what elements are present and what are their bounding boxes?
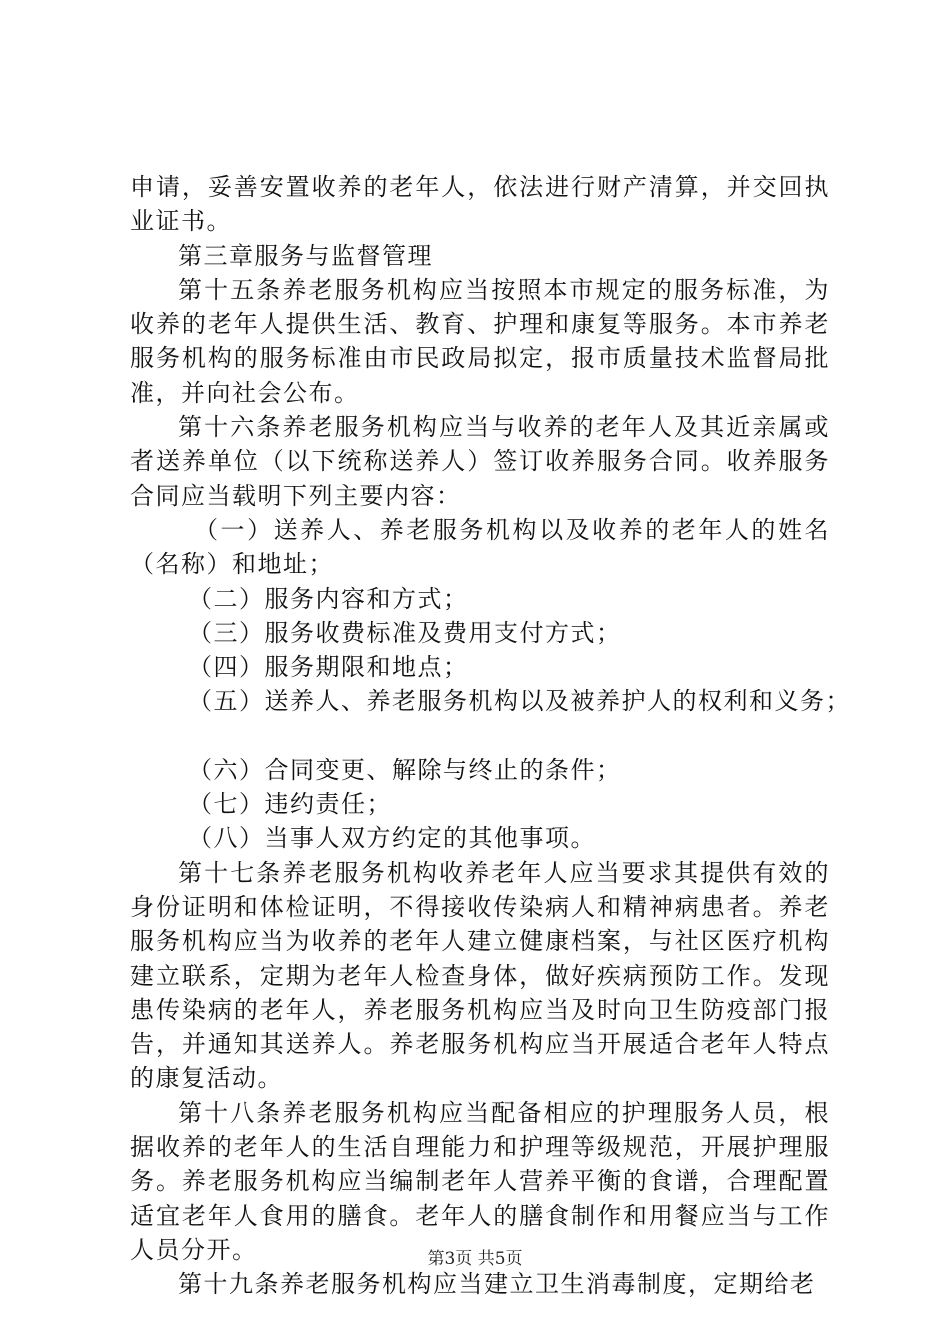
article-17: 第十七条养老服务机构收养老年人应当要求其提供有效的身份证明和体检证明，不得接收传染病人和精神病患者。养老服务机构应当为收养的老年人建立健康档案，与社区医疗机构建立联系，定期为老年人检查身体，做好疾病预防工作。发现患传染病的老年人，养老服务机构应当及时向卫生防疫部门报告，并通知其送养人。养老服务机构应当开展适合老年人特点的康复活动。	[130, 858, 830, 1093]
list-item-8: （八）当事人双方约定的其他事项。	[188, 824, 596, 853]
list-item-6: （六）合同变更、解除与终止的条件；	[188, 755, 622, 784]
article-19: 第十九条养老服务机构应当建立卫生消毒制度，定期给老	[178, 1270, 816, 1299]
page-number-footer: 第3页 共5页	[427, 1249, 523, 1269]
article-16: 第十六条养老服务机构应当与收养的老年人及其近亲属或者送养单位（以下统称送养人）签订收养服务合同。收养服务合同应当载明下列主要内容：	[130, 413, 830, 510]
article-18: 第十八条养老服务机构应当配备相应的护理服务人员，根据收养的老年人的生活自理能力和护理等级规范，开展护理服务。养老服务机构应当编制老年人营养平衡的食谱，合理配置适宜老年人食用的膳食。老年人的膳食制作和用餐应当与工作人员分开。	[130, 1098, 830, 1264]
list-item-2: （二）服务内容和方式；	[188, 584, 469, 613]
list-item-1: （一）送养人、养老服务机构以及收养的老年人的姓名（名称）和地址；	[130, 515, 830, 579]
list-item-5: （五）送养人、养老服务机构以及被养护人的权利和义务；	[188, 687, 851, 716]
list-item-7: （七）违约责任；	[188, 790, 392, 819]
list-item-3: （三）服务收费标准及费用支付方式；	[188, 618, 622, 647]
chapter-heading: 第三章服务与监督管理	[178, 241, 433, 270]
article-15: 第十五条养老服务机构应当按照本市规定的服务标准，为收养的老年人提供生活、教育、护理和康复等服务。本市养老服务机构的服务标准由市民政局拟定，报市质量技术监督局批准，并向社会公布。	[130, 275, 830, 407]
list-item-4: （四）服务期限和地点；	[188, 653, 469, 682]
document-body	[130, 170, 851, 1302]
blank-line	[130, 719, 830, 753]
paragraph-continuation: 申请，妥善安置收养的老年人，依法进行财产清算，并交回执业证书。	[130, 173, 830, 236]
